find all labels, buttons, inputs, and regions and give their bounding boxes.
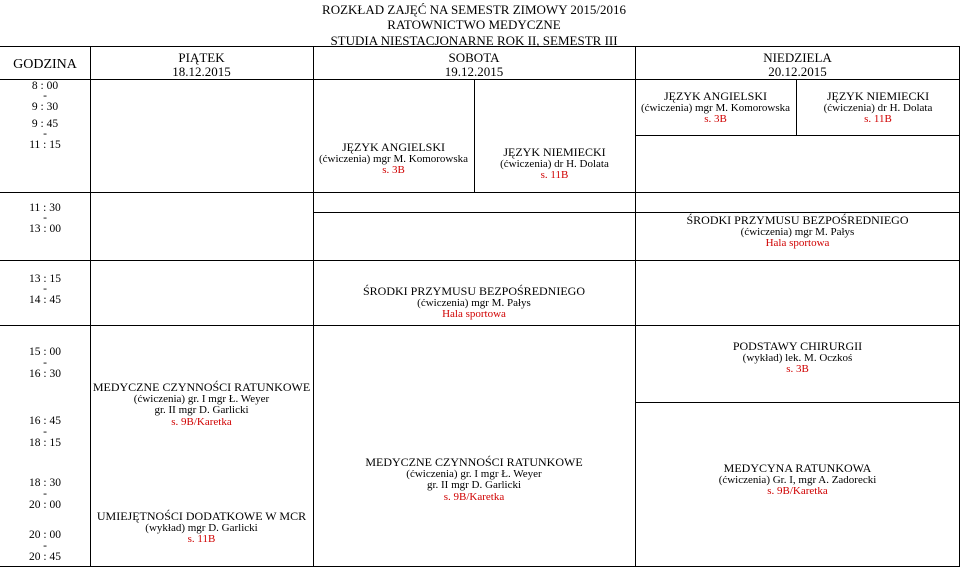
header-godzina: GODZINA [13,57,77,72]
grid-line [0,260,960,261]
class-detail: (ćwiczenia) mgr M. Komorowska [640,101,791,114]
header-friday-day: PIĄTEK [178,50,225,65]
class-block [313,142,474,177]
class-name: MEDYCYNA RATUNKOWA [723,461,872,475]
time-start: 18 : 30 [29,477,61,489]
time-start: 15 : 00 [29,346,61,358]
time-end: 14 : 45 [29,294,61,306]
time-dash: - [43,90,47,102]
time-end: 18 : 15 [29,437,61,449]
class-detail: (ćwiczenia) Gr. I, mgr A. Zadorecki [718,473,877,486]
grid-line [0,192,960,193]
time-dash: - [43,540,47,552]
class-room: Hala sportowa [442,308,506,320]
class-room: s. 11B [187,533,216,545]
class-detail: (wykład) mgr D. Garlicki [145,521,258,534]
header-saturday-day: SOBOTA [448,50,500,65]
class-name: JĘZYK NIEMIECKI [826,89,930,103]
class-name: PODSTAWY CHIRURGII [732,339,863,353]
time-slot-1 [0,80,90,113]
time-slot-5 [0,346,90,380]
time-start: 20 : 00 [29,529,61,541]
grid-line [0,566,960,567]
grid-line [0,325,960,326]
time-start: 13 : 15 [29,273,61,285]
class-name: JĘZYK ANGIELSKI [342,140,445,154]
time-start: 9 : 45 [31,118,59,130]
time-start: 11 : 30 [29,202,61,214]
time-dash: - [43,426,47,438]
class-name: MEDYCZNE CZYNNOŚCI RATUNKOWE [92,380,311,394]
class-detail: (ćwiczenia) mgr M. Pałys [740,225,855,238]
class-detail: (wykład) lek. M. Oczkoś [742,351,853,364]
class-block [474,147,635,182]
grid-line [90,46,91,567]
class-room: s. 11B [864,113,892,125]
class-room: s. 9B/Karetka [443,490,505,503]
grid-line [0,79,960,80]
class-name: JĘZYK ANGIELSKI [664,89,767,103]
time-end: 20 : 00 [29,499,61,511]
class-block [635,463,960,498]
class-room: s. 9B/Karetka [767,485,828,497]
class-block [635,341,960,376]
class-block [90,511,313,546]
grid-line [635,135,960,136]
header-sunday-date: 20.12.2015 [768,64,827,79]
time-dash: - [43,128,47,140]
time-dash: - [43,212,47,224]
class-block [313,286,635,321]
time-slot-7 [0,477,90,511]
time-end: 20 : 45 [29,551,61,563]
time-start: 8 : 00 [31,80,59,92]
title-line-2: RATOWNICTWO MEDYCZNE [387,17,561,32]
class-room: s. 3B [786,363,809,375]
time-end: 11 : 15 [29,139,61,151]
class-room: s. 11B [540,169,569,181]
time-dash: - [43,357,47,369]
grid-line [635,402,960,403]
class-block [90,382,313,428]
time-slot-4 [0,273,90,306]
header-sunday-day: NIEDZIELA [763,50,832,65]
class-detail: gr. II mgr D. Garlicki [426,479,522,491]
time-start: 16 : 45 [29,415,61,427]
class-detail: (ćwiczenia) gr. I mgr Ł. Weyer [406,467,542,480]
title-line-3: STUDIA NIESTACJONARNE ROK II, SEMESTR III [330,33,618,48]
time-end: 16 : 30 [29,368,61,380]
class-name: MEDYCZNE CZYNNOŚCI RATUNKOWE [365,455,583,469]
class-room: s. 9B/Karetka [171,415,232,428]
class-block [313,457,635,503]
class-detail: (ćwiczenia) mgr M. Pałys [417,296,531,309]
time-slot-8 [0,529,90,563]
class-block [635,215,960,250]
class-block [635,91,796,126]
time-end: 9 : 30 [31,101,59,113]
title-line-1: ROZKŁAD ZAJĘĆ NA SEMESTR ZIMOWY 2015/2016 [322,2,626,17]
class-room: Hala sportowa [765,237,830,249]
class-room: s. 3B [704,113,727,125]
class-block [796,91,960,126]
class-detail: (ćwiczenia) dr H. Dolata [500,157,609,170]
time-slot-6 [0,415,90,449]
class-name: ŚRODKI PRZYMUSU BEZPOŚREDNIEGO [362,284,586,298]
class-room: s. 3B [382,164,405,176]
time-end: 13 : 00 [29,223,61,235]
class-name: ŚRODKI PRZYMUSU BEZPOŚREDNIEGO [686,213,909,227]
time-slot-2 [0,118,90,151]
class-name: UMIEJĘTNOŚCI DODATKOWE W MCR [96,509,307,523]
time-slot-3 [0,202,90,235]
header-friday-date: 18.12.2015 [172,64,231,79]
class-detail: (ćwiczenia) mgr M. Komorowska [318,152,469,165]
time-dash: - [43,488,47,500]
class-detail: (ćwiczenia) gr. I mgr Ł. Weyer [133,392,270,405]
header-saturday-date: 19.12.2015 [444,64,504,79]
time-dash: - [43,283,47,295]
class-name: JĘZYK NIEMIECKI [503,145,606,159]
class-detail: (ćwiczenia) dr H. Dolata [823,101,933,114]
class-detail: gr. II mgr D. Garlicki [154,404,249,416]
